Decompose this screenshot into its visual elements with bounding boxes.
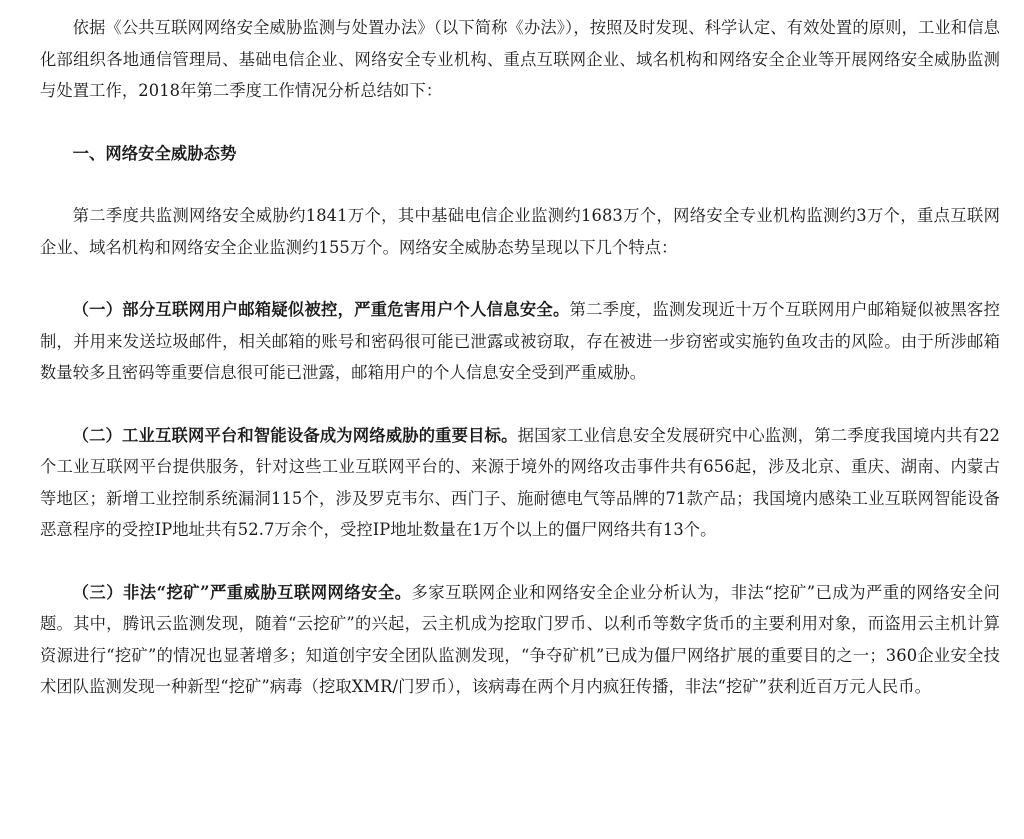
point-body-industrial: 据国家工业信息安全发展研究中心监测，第二季度我国境内共有22个工业互联网平台提供服务，针对这些工业互联网平台的、来源于境外的网络攻击事件共有656起，涉及北京、重庆、湖南、内蒙古等地区；新增工业控制系统漏洞115个，涉及罗克韦尔、西门子、施耐德电气等品牌的71款产品；我国境内感染工业互联网智能设备恶意程序的受控IP地址共有52.7万余个，受控IP地址数量在1万个以上的僵尸网络共有13个。 xyxy=(40,425,1000,539)
intro-paragraph: 依据《公共互联网网络安全威胁监测与处置办法》（以下简称《办法》），按照及时发现、科学认定、有效处置的原则，工业和信息化部组织各地通信管理局、基础电信企业、网络安全专业机构、重点互联网企业、域名机构和网络安全企业等开展网络安全威胁监测与处置工作，2018年第二季度工作情况分析总结如下： xyxy=(40,18,1000,100)
document-body xyxy=(40,12,1000,703)
point-body-mining: 多家互联网企业和网络安全企业分析认为，非法“挖矿”已成为严重的网络安全问题。其中，腾讯云监测发现，随着“云挖矿”的兴起，云主机成为挖取门罗币、以利币等数字货币的主要利用对象，而盗用云主机计算资源进行“挖矿”的情况也显著增多；知道创宇安全团队监测发现，“争夺矿机”已成为僵尸网络扩展的重要目的之一；360企业安全技术团队监测发现一种新型“挖矿”病毒（挖取XMR/门罗币），该病毒在两个月内疯狂传播，非法“挖矿”获利近百万元人民币。 xyxy=(40,582,1000,696)
point-paragraph-industrial xyxy=(40,420,1000,546)
point-body-email: 第二季度，监测发现近十万个互联网用户邮箱疑似被黑客控制，并用来发送垃圾邮件，相关邮箱的账号和密码很可能已泄露或被窃取，存在被进一步窃密或实施钓鱼攻击的风险。由于所涉邮箱数量较多且密码等重要信息很可能已泄露，邮箱用户的个人信息安全受到严重威胁。 xyxy=(40,300,1000,382)
point-paragraph-mining xyxy=(40,577,1000,703)
section-heading-threat-situation: 一、网络安全威胁态势 xyxy=(72,143,237,163)
point-lead-email: （一）部分互联网用户邮箱疑似被控，严重危害用户个人信息安全。 xyxy=(72,300,570,319)
point-paragraph-email xyxy=(40,294,1000,389)
point-lead-industrial: （二）工业互联网平台和智能设备成为网络威胁的重要目标。 xyxy=(72,425,518,445)
overview-paragraph: 第二季度共监测网络安全威胁约1841万个，其中基础电信企业监测约1683万个，网络安全专业机构监测约3万个，重点互联网企业、域名机构和网络安全企业监测约155万个。网络安全威胁态势呈现以下几个特点： xyxy=(40,206,1000,257)
point-lead-mining: （三）非法“挖矿”严重威胁互联网网络安全。 xyxy=(72,582,412,602)
